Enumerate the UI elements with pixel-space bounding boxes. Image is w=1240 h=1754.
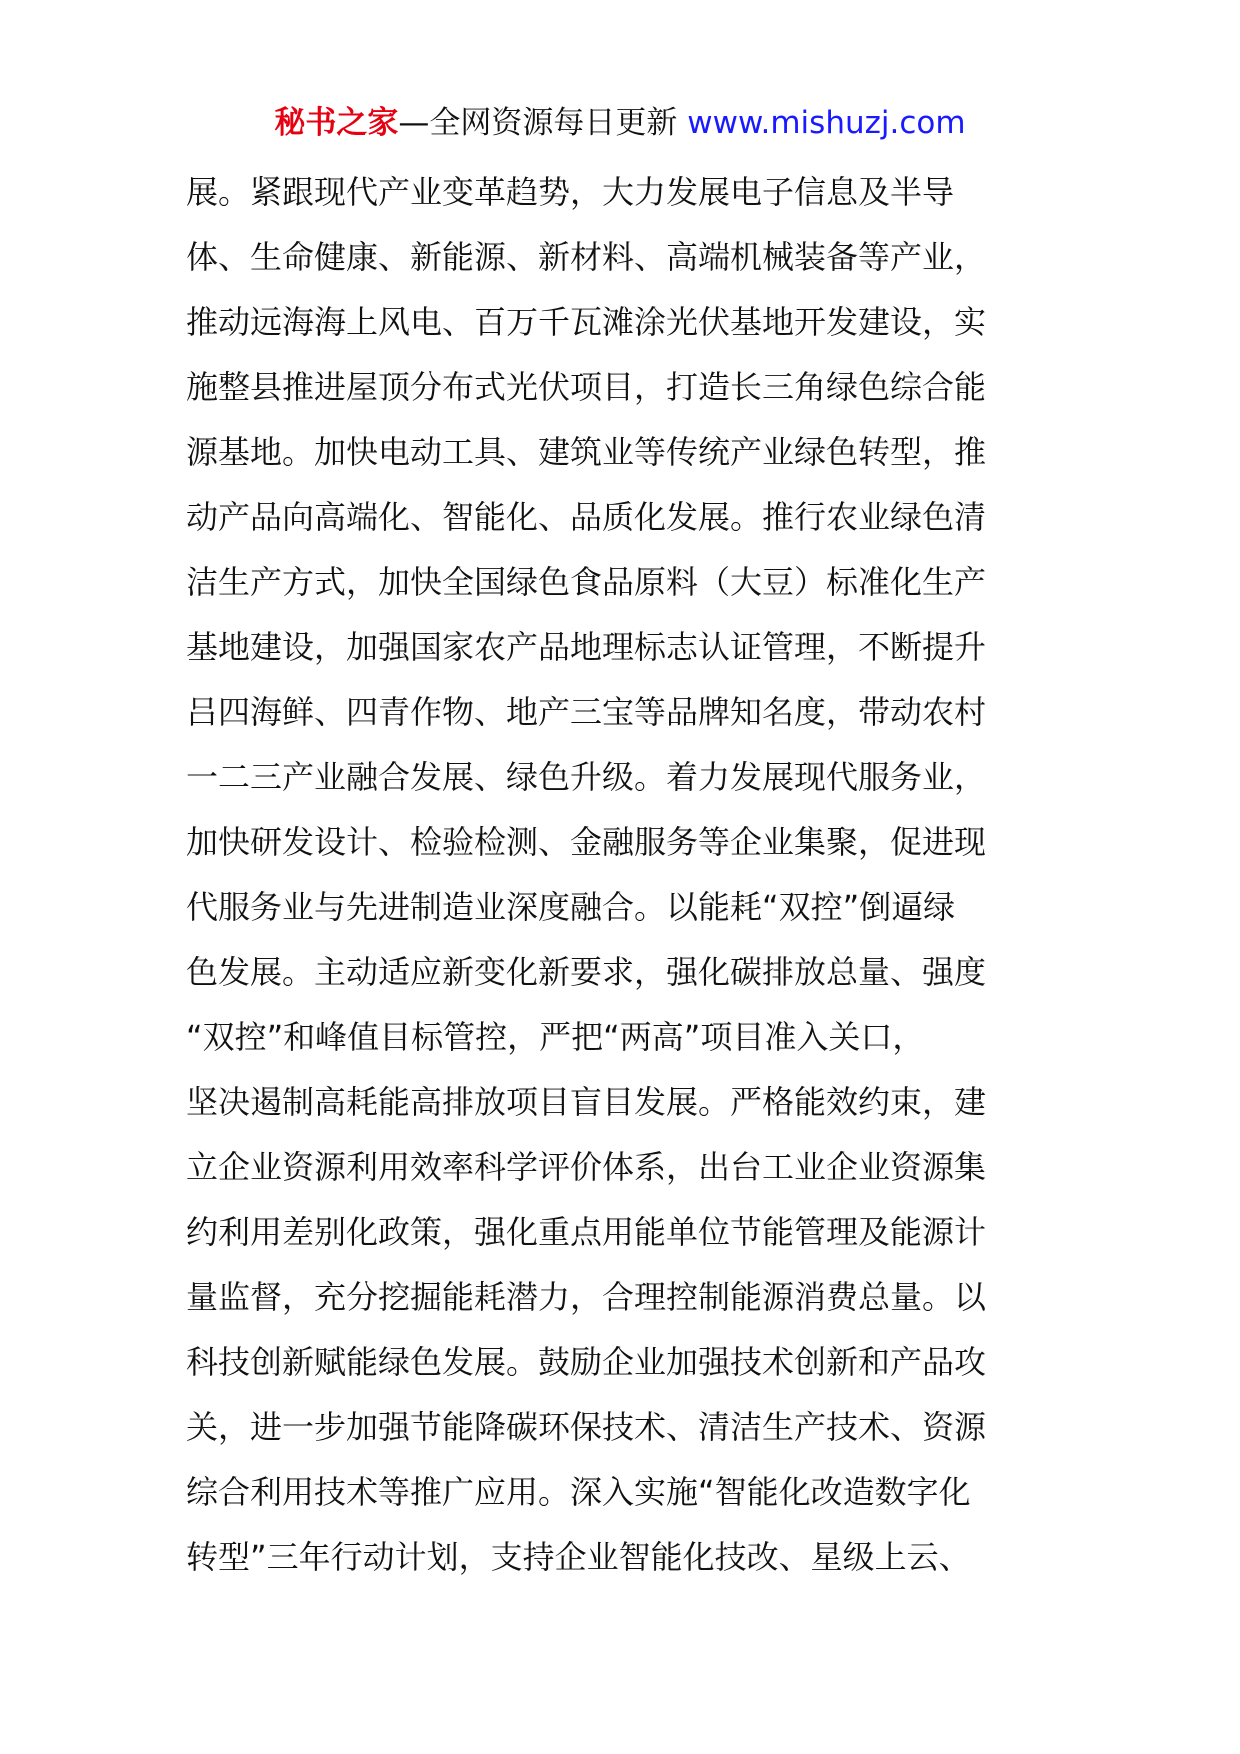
header-brand: 秘书之家 (274, 105, 399, 141)
text-line: “双控”和峰值目标管控，严把“两高”项目准入关口， (186, 1018, 925, 1056)
text-line: 立企业资源利用效率科学评价体系，出台工业企业资源集 (186, 1148, 987, 1186)
text-line: 综合利用技术等推广应用。深入实施“智能化改造数字化 (186, 1473, 971, 1511)
text-line: 一二三产业融合发展、绿色升级。着力发展现代服务业， (186, 758, 987, 796)
text-line: 体、生命健康、新能源、新材料、高端机械装备等产业， (186, 238, 987, 276)
text-line: 动产品向高端化、智能化、品质化发展。推行农业绿色清 (186, 498, 987, 536)
page-header (0, 100, 1240, 146)
text-line: 基地建设，加强国家农产品地理标志认证管理，不断提升 (186, 628, 987, 666)
body-paragraph (186, 160, 1058, 1590)
header-slogan: —全网资源每日更新 (398, 105, 688, 141)
text-line: 展。紧跟现代产业变革趋势，大力发展电子信息及半导 (186, 173, 955, 211)
text-line: 洁生产方式，加快全国绿色食品原料（大豆）标准化生产 (186, 563, 987, 601)
text-line: 量监督，充分挖掘能耗潜力，合理控制能源消费总量。以 (186, 1278, 987, 1316)
text-line: 代服务业与先进制造业深度融合。以能耗“双控”倒逼绿 (186, 888, 956, 926)
header-url-link[interactable]: www.mishuzj.com (687, 105, 966, 141)
text-line: 源基地。加快电动工具、建筑业等传统产业绿色转型，推 (186, 433, 987, 471)
text-line: 色发展。主动适应新变化新要求，强化碳排放总量、强度 (186, 953, 987, 991)
text-line: 关，进一步加强节能降碳环保技术、清洁生产技术、资源 (186, 1408, 987, 1446)
text-line: 科技创新赋能绿色发展。鼓励企业加强技术创新和产品攻 (186, 1343, 987, 1381)
text-line: 转型”三年行动计划，支持企业智能化技改、星级上云、 (186, 1538, 971, 1576)
text-line: 施整县推进屋顶分布式光伏项目，打造长三角绿色综合能 (186, 368, 987, 406)
text-line: 约利用差别化政策，强化重点用能单位节能管理及能源计 (186, 1213, 987, 1251)
text-line: 坚决遏制高耗能高排放项目盲目发展。严格能效约束，建 (186, 1083, 987, 1121)
text-line: 加快研发设计、检验检测、金融服务等企业集聚，促进现 (186, 823, 987, 861)
text-line: 吕四海鲜、四青作物、地产三宝等品牌知名度，带动农村 (186, 693, 987, 731)
text-line: 推动远海海上风电、百万千瓦滩涂光伏基地开发建设，实 (186, 303, 987, 341)
